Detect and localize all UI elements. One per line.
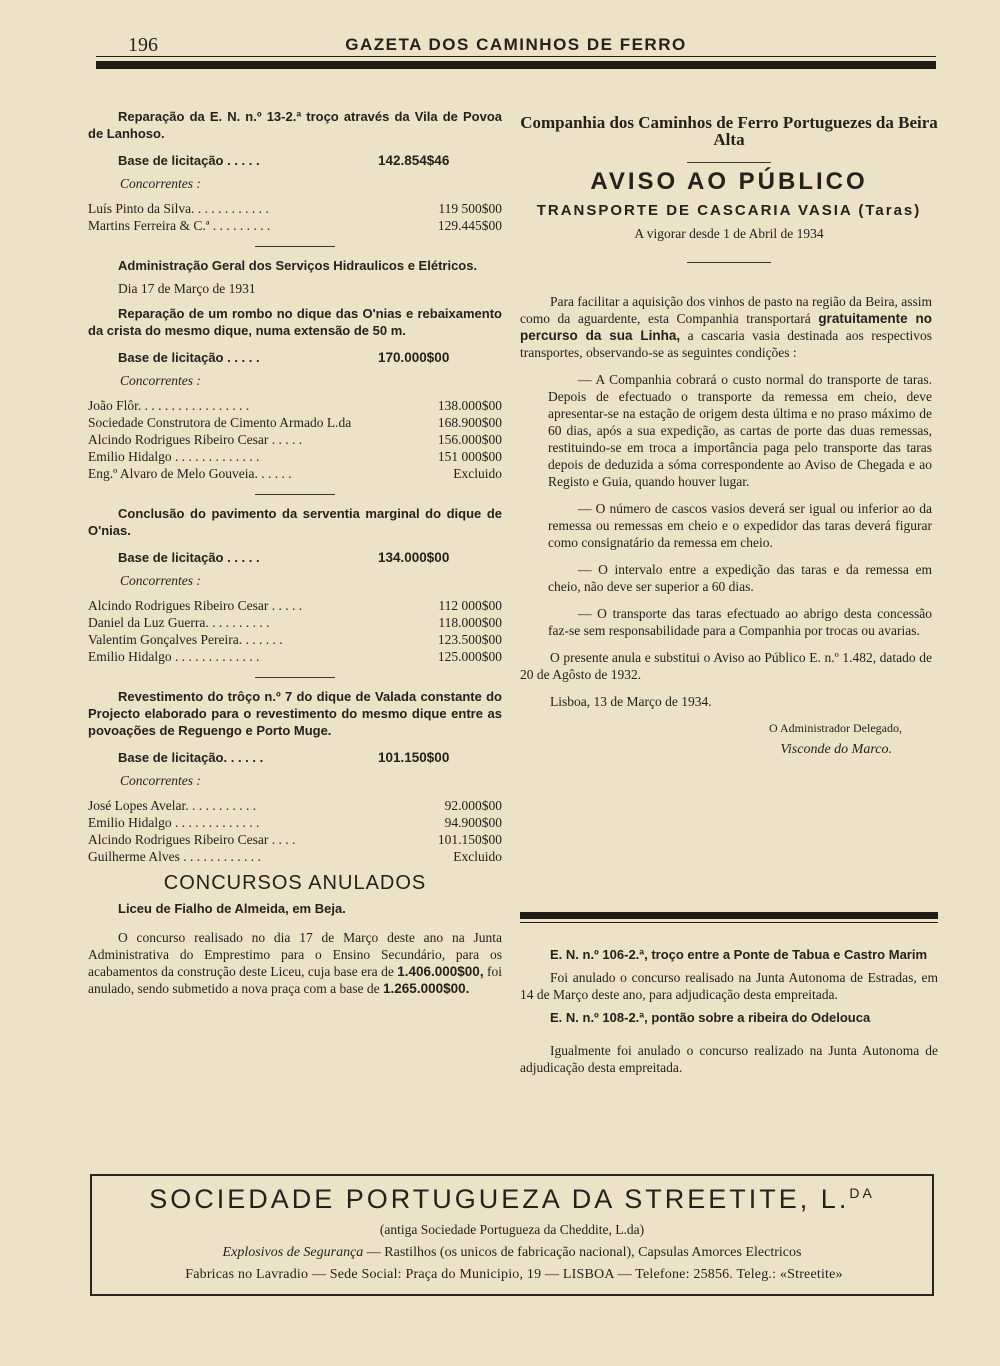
amount-bold: 1.265.000$00.: [383, 981, 470, 996]
base-label: Base de licitação . . . . .: [118, 350, 260, 365]
condition-item: — O número de cascos vasios deverá ser igual ou inferior ao da remessa ou remessas em cheio e o expedidor das taras deverá figurar como consignatário da remessa em cheio.: [548, 501, 932, 550]
bidder-row: [88, 614, 502, 631]
bidder-name: Guilherme Alves . . . . . . . . . . . .: [88, 849, 261, 864]
ad-products-italic: Explosivos de Segurança: [222, 1245, 364, 1260]
separator: [687, 162, 771, 163]
page-number: 196: [128, 34, 158, 56]
right-column: [520, 114, 938, 758]
bid-value: 129.445$00: [437, 218, 502, 233]
separator: [687, 262, 771, 263]
amount-bold: 1.406.000$00,: [397, 964, 484, 979]
section-text: Foi anulado o concurso realisado na Junta Autonoma de Estradas, em 14 de Março deste ano, para adjudicação desta empreitada.: [520, 970, 938, 1002]
bidder-row: [88, 648, 502, 665]
bidders-list: [88, 397, 502, 482]
bidder-name: Sociedade Construtora de Cimento Armado L.da: [88, 415, 352, 430]
bidder-row: [88, 848, 502, 865]
bidder-name: Alcindo Rodrigues Ribeiro Cesar . . . . .: [88, 598, 303, 613]
bidder-row: [88, 414, 502, 431]
page-header: [96, 34, 936, 56]
anulados-paragraph: [88, 929, 502, 997]
bid-value: 151 000$00: [437, 449, 502, 464]
bidder-name: Emilio Hidalgo . . . . . . . . . . . . .: [88, 815, 260, 830]
bidder-name: Emilio Hidalgo . . . . . . . . . . . . .: [88, 649, 260, 664]
concorrentes-label: Concorrentes :: [120, 373, 201, 388]
bidders-list: [88, 200, 502, 234]
base-licitacao: [118, 549, 502, 566]
bid-value: 94.900$00: [444, 815, 502, 830]
ad-address: Fabricas no Lavradio — Sede Social: Praça do Municipio, 19 — LISBOA — Telefone: 25856. Teleg.: «Streetite»: [185, 1267, 843, 1282]
bidder-name: José Lopes Avelar. . . . . . . . . . .: [88, 798, 257, 813]
bidder-name: Alcindo Rodrigues Ribeiro Cesar . . . .: [88, 832, 296, 847]
separator: [255, 677, 335, 678]
bidder-name: Emilio Hidalgo . . . . . . . . . . . . .: [88, 449, 260, 464]
condition-item: — A Companhia cobrará o custo normal do transporte de taras. Depois de efectuado o transporte da remessa em cheio, deve apresentar-se na estação de origem desta última e no praso máximo de 60 dias, após a sua expedição, as cartas de porte das duas remessas, restituindo-se em troca a importância paga pelo transporte das taras depois de deduzida a sóma correspondente ao Aviso de Chegada e ao Registo e Guia, quando houver lugar.: [548, 372, 932, 489]
base-licitacao: [118, 152, 502, 169]
base-value: 170.000$00: [378, 350, 450, 365]
ad-title-text: SOCIEDADE PORTUGUEZA DA STREETITE, L.: [149, 1184, 850, 1214]
base-label: Base de licitação . . . . .: [118, 153, 260, 168]
right-lower-column: [520, 946, 938, 1076]
section-heading: Reparação da E. N. n.º 13-2.ª troço através da Vila de Povoa de Lanhoso.: [88, 109, 502, 141]
gazette-title: GAZETA DOS CAMINHOS DE FERRO: [345, 35, 687, 54]
section-text: Igualmente foi anulado o concurso realizado na Junta Autonoma de adjudicação desta empreitada.: [520, 1043, 938, 1075]
paragraph-text: Para facilitar a aquisição dos vinhos de pasto na região da Beira, assim como da aguardente, esta Companhia transportará: [520, 294, 933, 326]
concorrentes-label: Concorrentes :: [120, 573, 201, 588]
bid-value: 168.900$00: [437, 415, 502, 430]
bidder-name: Martins Ferreira & C.ª . . . . . . . . .: [88, 218, 271, 233]
bidder-row: [88, 397, 502, 414]
condition-item: — O intervalo entre a expedição das taras e da remessa em cheio, não deve ser superior a 60 dias.: [548, 562, 932, 594]
section-heading: E. N. n.º 106-2.ª, troço entre a Ponte de Tabua e Castro Marim: [550, 947, 928, 962]
bid-value: 123.500$00: [437, 632, 502, 647]
section-date: Dia 17 de Março de 1931: [118, 281, 256, 296]
effective-date: A vigorar desde 1 de Abril de 1934: [634, 226, 824, 241]
bidder-row: [88, 631, 502, 648]
paragraph-text: a cascaria vasia destinada aos respectivos transportes, observando-se as seguintes condições :: [520, 328, 932, 360]
bidder-name: João Flôr. . . . . . . . . . . . . . . . .: [88, 398, 250, 413]
bidder-row: [88, 831, 502, 848]
section-heading: Liceu de Fialho de Almeida, em Beja.: [118, 901, 346, 916]
signer-name: Visconde do Marco.: [780, 742, 892, 757]
left-column: [88, 108, 502, 997]
bid-value: 138.000$00: [437, 398, 502, 413]
ad-title-sup: DA: [849, 1185, 875, 1201]
bidders-list: [88, 797, 502, 865]
base-licitacao: [118, 349, 502, 366]
header-rule: [96, 61, 936, 69]
bidder-row: [88, 217, 502, 234]
bid-value: 118.000$00: [438, 615, 502, 630]
concorrentes-label: Concorrentes :: [120, 176, 201, 191]
bid-value: Excluido: [453, 466, 502, 481]
base-value: 142.854$46: [378, 153, 450, 168]
bidder-name: Eng.º Alvaro de Melo Gouveia. . . . . .: [88, 466, 292, 481]
base-value: 134.000$00: [378, 550, 450, 565]
notice-replacement: O presente anula e substitui o Aviso ao Público E. n.º 1.482, datado de 20 de Agôsto de 1932.: [520, 650, 932, 682]
section-heading: E. N. n.º 108-2.ª, pontão sobre a ribeira do Odelouca: [550, 1010, 871, 1025]
bidder-name: Daniel da Luz Guerra. . . . . . . . . .: [88, 615, 270, 630]
transport-title: TRANSPORTE DE CASCARIA VASIA (Taras): [536, 202, 922, 219]
bidder-row: [88, 797, 502, 814]
bold-phrase: gratuitamente no percurso da sua Linha,: [520, 311, 932, 343]
bidder-row: [88, 431, 502, 448]
condition-item: — O transporte das taras efectuado ao abrigo desta concessão faz-se sem responsabilidade para a Companhia por trocas ou avarias.: [548, 606, 932, 638]
bidder-row: [88, 465, 502, 482]
section-heading: Administração Geral dos Serviços Hidraulicos e Elétricos.: [118, 258, 478, 273]
bidder-name: Valentim Gonçalves Pereira. . . . . . .: [88, 632, 283, 647]
paragraph-text: foi anulado, sendo submetido a nova praça com a base de: [88, 964, 502, 996]
signer-title: O Administrador Delegado,: [769, 721, 902, 735]
concursos-anulados-title: CONCURSOS ANULADOS: [163, 872, 427, 894]
notice-date: Lisboa, 13 de Março de 1934.: [550, 694, 712, 709]
ad-subtitle: (antiga Sociedade Portugueza da Cheddite, L.da): [379, 1222, 645, 1237]
section-subheading: Reparação de um rombo no dique das O'nias e rebaixamento da crista do mesmo dique, numa extensão de 50 m.: [88, 306, 502, 338]
bid-value: 119 500$00: [438, 201, 502, 216]
company-name: Companhia dos Caminhos de Ferro Portuguezes da Beira Alta: [520, 113, 938, 149]
notice-intro: [520, 293, 938, 361]
base-label: Base de licitação. . . . . .: [118, 750, 264, 765]
header-rule-thin: [96, 56, 936, 57]
section-heading: Conclusão do pavimento da serventia marginal do dique de O'nias.: [88, 506, 502, 538]
section-rule: [520, 912, 938, 919]
section-rule-thin: [520, 922, 938, 923]
base-value: 101.150$00: [378, 750, 450, 765]
concorrentes-label: Concorrentes :: [120, 773, 201, 788]
bidder-row: [88, 200, 502, 217]
bid-value: 125.000$00: [437, 649, 502, 664]
base-licitacao: [118, 749, 502, 766]
notice-title: AVISO AO PÚBLICO: [590, 168, 868, 195]
ad-products-text: — Rastilhos (os unicos de fabricação nacional), Capsulas Amorces Electricos: [363, 1245, 802, 1260]
section-heading: Revestimento do trôço n.º 7 do dique de Valada constante do Projecto elaborado para o revestimento do mesmo dique entre as povoações de Reguengo e Porto Muge.: [88, 689, 502, 738]
separator: [255, 246, 335, 247]
paragraph-text: O concurso realisado no dia 17 de Março deste ano na Junta Administrativa do Emprestimo para o Ensino Secundário, para os acabamentos da construção deste Liceu, cuja base era de: [88, 930, 502, 979]
bidder-name: Alcindo Rodrigues Ribeiro Cesar . . . . .: [88, 432, 303, 447]
bidders-list: [88, 597, 502, 665]
bidder-row: [88, 597, 502, 614]
ad-products: [92, 1245, 932, 1261]
advertisement-box: [90, 1174, 934, 1296]
bid-value: 101.150$00: [437, 832, 502, 847]
bid-value: Excluido: [453, 849, 502, 864]
conditions-list: [520, 371, 938, 639]
base-label: Base de licitação . . . . .: [118, 550, 260, 565]
bid-value: 92.000$00: [444, 798, 502, 813]
bid-value: 156.000$00: [437, 432, 502, 447]
separator: [255, 494, 335, 495]
bidder-row: [88, 448, 502, 465]
bidder-name: Luís Pinto da Silva. . . . . . . . . . . .: [88, 201, 269, 216]
ad-company-name: [92, 1184, 932, 1215]
bid-value: 112 000$00: [438, 598, 502, 613]
bidder-row: [88, 814, 502, 831]
